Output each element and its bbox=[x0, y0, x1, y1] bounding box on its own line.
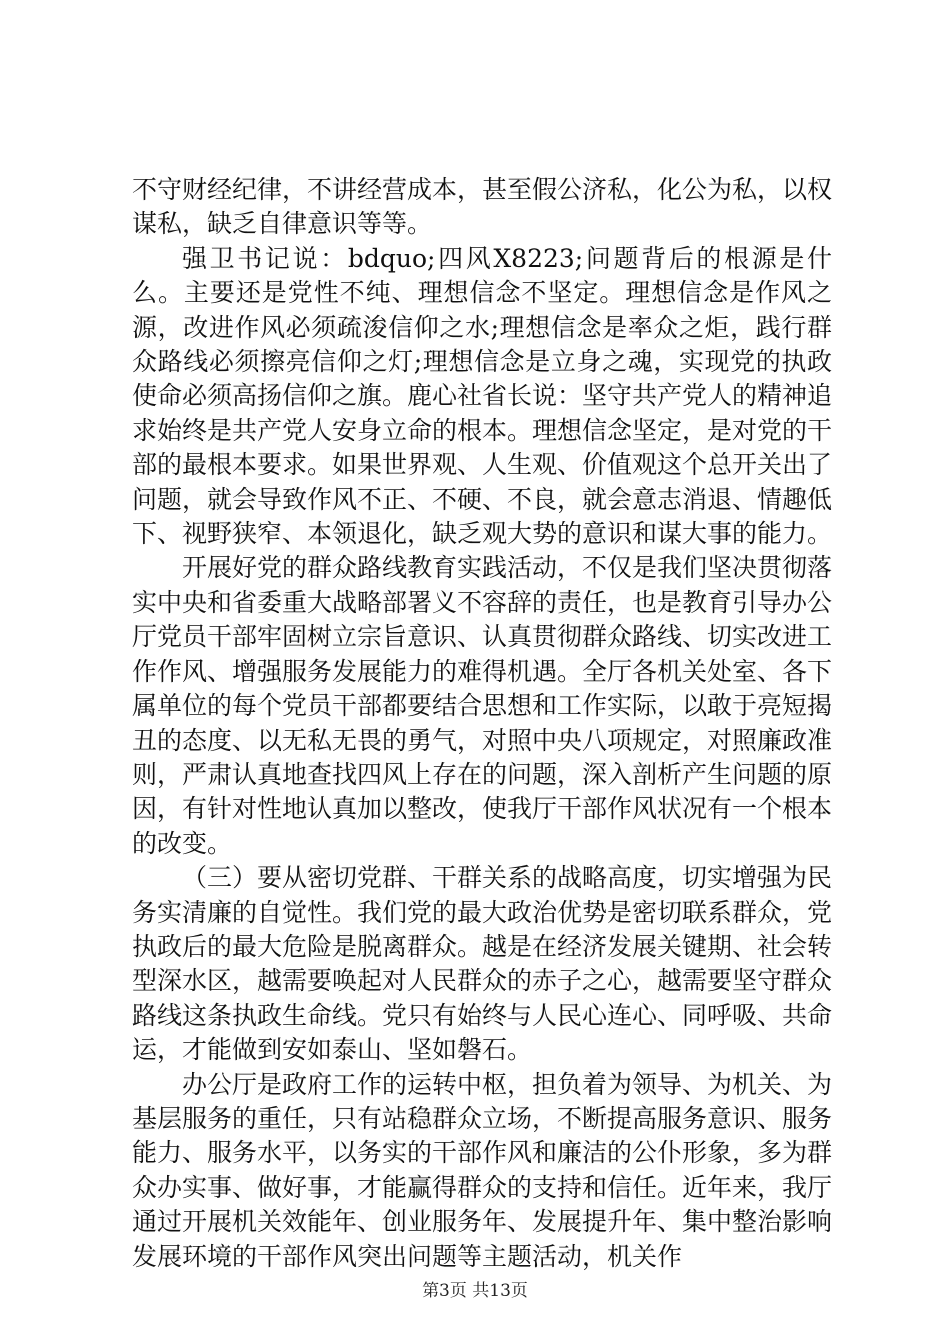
paragraph-3: 开展好党的群众路线教育实践活动，不仅是我们坚决贯彻落实中央和省委重大战略部署义不容辞的责任，也是教育引导办公厅党员干部牢固树立宗旨意识、认真贯彻群众路线、切实改进工作作风、增强服务发展能力的难得机遇。全厅各机关处室、各下属单位的每个党员干部都要结合思想和工作实际，以敢于亮短揭丑的态度、以无私无畏的勇气，对照中央八项规定，对照廉政准则，严肃认真地查找四风上存在的问题，深入剖析产生问题的原因，有针对性地认真加以整改，使我厅干部作风状况有一个根本的改变。 bbox=[132, 553, 833, 858]
paragraph-4: （三）要从密切党群、干群关系的战略高度，切实增强为民务实清廉的自觉性。我们党的最大政治优势是密切联系群众，党执政后的最大危险是脱离群众。越是在经济发展关键期、社会转型深水区，越需要唤起对人民群众的赤子之心，越需要坚守群众路线这条执政生命线。党只有始终与人民心连心、同呼吸、共命运，才能做到安如泰山、坚如磐石。 bbox=[132, 863, 833, 1065]
paragraph-2: 强卫书记说：bdquo;四风X8223;问题背后的根源是什么。主要还是党性不纯、理想信念不坚定。理想信念是作风之源，改进作风必须疏浚信仰之水;理想信念是率众之炬，践行群众路线必须擦亮信仰之灯;理想信念是立身之魂，实现党的执政使命必须高扬信仰之旗。鹿心社省长说：坚守共产党人的精神追求始终是共产党人安身立命的根本。理想信念坚定，是对党的干部的最根本要求。如果世界观、人生观、价值观这个总开关出了问题，就会导致作风不正、不硬、不良，就会意志消退、情趣低下、视野狭窄、本领退化，缺乏观大势的意识和谋大事的能力。 bbox=[132, 243, 833, 549]
page-number-footer: 第3页 共13页 bbox=[422, 1281, 528, 1301]
paragraph-1: 不守财经纪律，不讲经营成本，甚至假公济私，化公为私，以权谋私，缺乏自律意识等等。 bbox=[132, 175, 833, 239]
paragraph-5: 办公厅是政府工作的运转中枢，担负着为领导、为机关、为基层服务的重任，只有站稳群众立场，不断提高服务意识、服务能力、服务水平，以务实的干部作风和廉洁的公仆形象，多为群众办实事、做好事，才能赢得群众的支持和信任。近年来，我厅通过开展机关效能年、创业服务年、发展提升年、集中整治影响发展环境的干部作风突出问题等主题活动，机关作 bbox=[132, 1069, 833, 1271]
body-text bbox=[132, 173, 832, 1274]
